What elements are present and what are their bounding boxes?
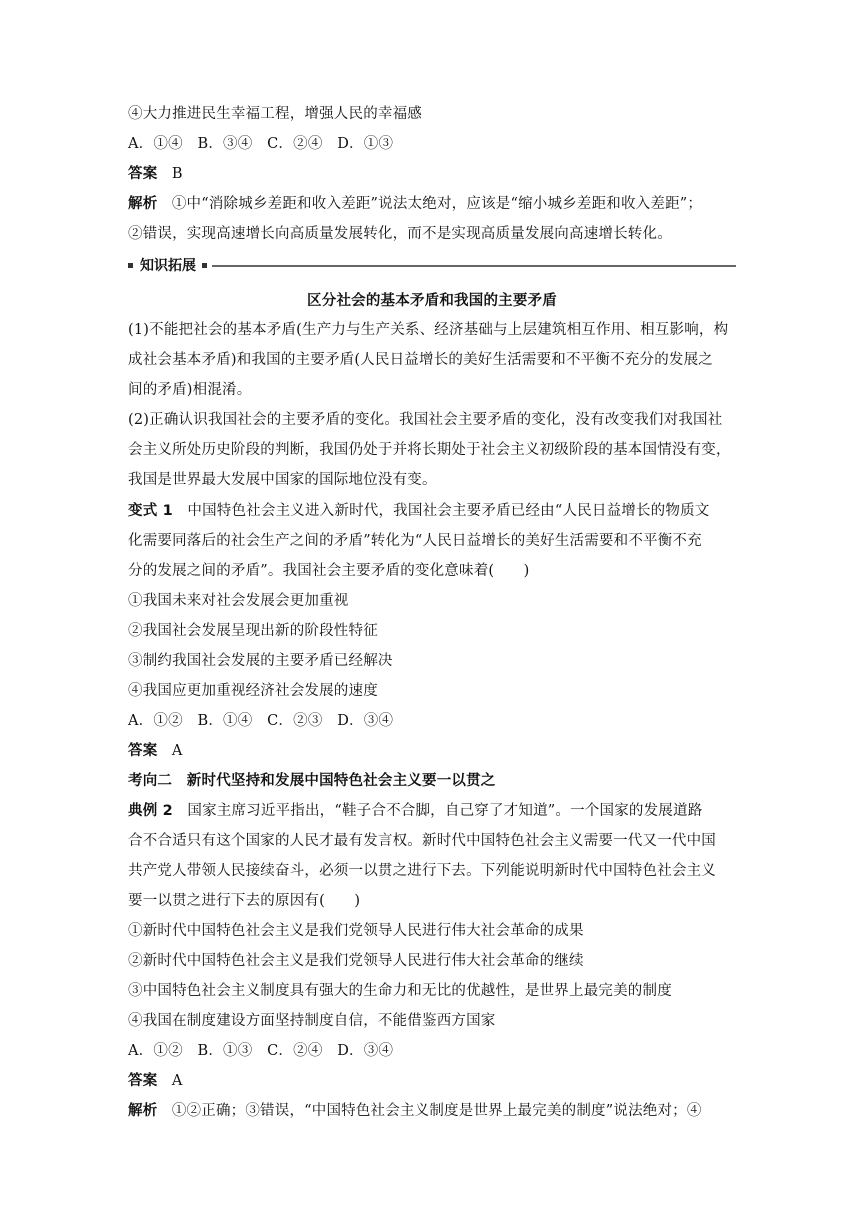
paragraph-line: (1)不能把社会的基本矛盾(生产力与生产关系、经济基础与上层建筑相互作用、相互影响，构 (128, 322, 729, 338)
paragraph-line: (2)正确认识我国社会的主要矛盾的变化。我国社会主要矛盾的变化，没有改变我们对我国社 (128, 412, 723, 428)
variant-question-line (128, 501, 736, 521)
question-line: 化需要同落后的社会生产之间的矛盾”转化为“人民日益增长的美好生活需要和不平衡不充 (128, 533, 702, 549)
analysis-text: ①②正确；③错误，“中国特色社会主义制度是世界上最完美的制度”说法绝对；④ (171, 1103, 702, 1119)
paragraph-line: 我国是世界最大发展中国家的国际地位没有变。 (128, 472, 437, 488)
analysis-label: 解析 (128, 196, 158, 212)
option-statement-2: ②我国社会发展呈现出新的阶段性特征 (128, 623, 378, 639)
section-rule (212, 265, 736, 267)
question-line: 分的发展之间的矛盾”。我国社会主要矛盾的变化意味着( ) (128, 563, 530, 579)
answer-value: A (171, 743, 183, 759)
option-statement-4: ④大力推进民生幸福工程，增强人民的幸福感 (128, 106, 422, 122)
option-statement-3: ③制约我国社会发展的主要矛盾已经解决 (128, 653, 393, 669)
example-text: 国家主席习近平指出，“鞋子合不合脚，自己穿了才知道”。一个国家的发展道路 (187, 803, 703, 819)
question-line: 共产党人带领人民接续奋斗，必须一以贯之进行下去。下列能说明新时代中国特色社会主义 (128, 863, 716, 879)
variant-label: 变式 1 (128, 503, 173, 519)
answer-choices: A．①④ B．③④ C．②④ D．①③ (128, 136, 394, 152)
knowledge-heading: 区分社会的基本矛盾和我国的主要矛盾 (307, 293, 557, 309)
answer-line (128, 741, 736, 761)
analysis-label: 解析 (128, 1103, 158, 1119)
option-statement-1: ①我国未来对社会发展会更加重视 (128, 593, 349, 609)
option-statement-4: ④我国在制度建设方面坚持制度自信，不能借鉴西方国家 (128, 1013, 496, 1029)
analysis-line (128, 1101, 736, 1121)
analysis-continuation: ②错误，实现高速增长向高质量发展转化，而不是实现高质量发展向高速增长转化。 (128, 226, 672, 242)
paragraph-line: 成社会基本矛盾)和我国的主要矛盾(人民日益增长的美好生活需要和不平衡不充分的发展之 (128, 352, 714, 368)
question-line: 合不合适只有这个国家的人民才最有发言权。新时代中国特色社会主义需要一代又一代中国 (128, 833, 716, 849)
answer-label: 答案 (128, 1073, 158, 1089)
example-label: 典例 2 (128, 803, 173, 819)
option-statement-1: ①新时代中国特色社会主义是我们党领导人民进行伟大社会革命的成果 (128, 923, 584, 939)
option-statement-4: ④我国应更加重视经济社会发展的速度 (128, 683, 378, 699)
analysis-text: ①中“消除城乡差距和收入差距”说法太绝对，应该是“缩小城乡差距和收入差距”； (171, 196, 703, 212)
bullet-square-icon (128, 263, 133, 268)
answer-label: 答案 (128, 166, 158, 182)
analysis-line (128, 194, 736, 214)
answer-line (128, 1071, 736, 1091)
subsection-heading: 考向二 新时代坚持和发展中国特色社会主义要一以贯之 (128, 773, 496, 789)
option-statement-2: ②新时代中国特色社会主义是我们党领导人民进行伟大社会革命的继续 (128, 953, 584, 969)
section-divider (128, 256, 736, 276)
paragraph-line: 会主义所处历史阶段的判断，我国仍处于并将长期处于社会主义初级阶段的基本国情没有变， (128, 442, 731, 458)
paragraph-line: 间的矛盾)相混淆。 (128, 382, 252, 398)
example-question-line (128, 801, 736, 821)
section-title: 知识拓展 (140, 258, 196, 274)
variant-text: 中国特色社会主义进入新时代，我国社会主要矛盾已经由“人民日益增长的物质文 (187, 503, 710, 519)
answer-value: A (171, 1073, 183, 1089)
question-line: 要一以贯之进行下去的原因有( ) (128, 893, 361, 909)
answer-choices: A．①② B．①④ C．②③ D．③④ (128, 713, 394, 729)
bullet-square-icon (202, 263, 207, 268)
answer-value: B (171, 166, 183, 182)
answer-line (128, 164, 736, 184)
answer-label: 答案 (128, 743, 158, 759)
option-statement-3: ③中国特色社会主义制度具有强大的生命力和无比的优越性，是世界上最完美的制度 (128, 983, 672, 999)
answer-choices: A．①② B．①③ C．②④ D．③④ (128, 1043, 394, 1059)
